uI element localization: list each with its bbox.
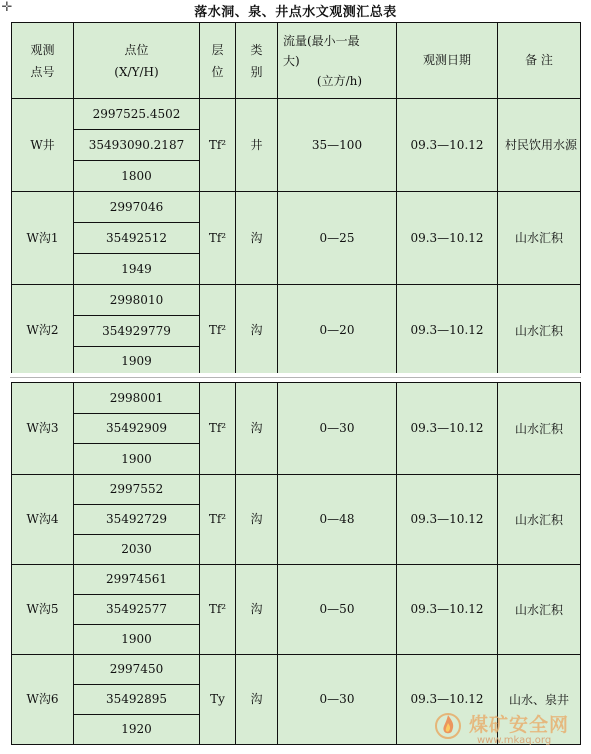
table-move-handle-icon[interactable]: ✛ [1, 0, 13, 15]
table-row [12, 475, 581, 505]
point-id: W沟4 [12, 475, 74, 565]
point-id: W井 [12, 99, 74, 192]
coord-y: 35492512 [74, 223, 200, 254]
category-cell: 沟 [236, 565, 278, 655]
point-id: W沟1 [12, 192, 74, 285]
remark-cell: 山水、泉井 [498, 655, 581, 745]
date-cell: 09.3—10.12 [397, 285, 498, 377]
table-row [12, 285, 581, 316]
category-cell: 沟 [236, 192, 278, 285]
flame-logo-icon [433, 710, 463, 740]
layer-cell: Tf² [200, 475, 236, 565]
coord-h: 1800 [74, 161, 200, 192]
category-cell: 沟 [236, 475, 278, 565]
watermark-url: www.mkaq.org [477, 735, 552, 746]
coord-x: 2997552 [74, 475, 200, 505]
date-cell: 09.3—10.12 [397, 383, 498, 475]
coord-y: 354929779 [74, 316, 200, 347]
coord-y: 35492729 [74, 505, 200, 535]
table-row [12, 655, 581, 685]
layer-cell: Tf² [200, 192, 236, 285]
layer-cell: Tf² [200, 383, 236, 475]
remark-cell: 村民饮用水源 [498, 99, 581, 192]
date-cell: 09.3—10.12 [397, 655, 498, 745]
point-id: W沟2 [12, 285, 74, 377]
header-category: 类 别 [236, 23, 278, 99]
date-cell: 09.3—10.12 [397, 565, 498, 655]
layer-cell: Tf² [200, 565, 236, 655]
header-date: 观测日期 [397, 23, 498, 99]
watermark-text: 煤矿安全网 [469, 714, 570, 736]
table-row [12, 192, 581, 223]
flow-cell: 0—50 [278, 565, 397, 655]
point-id: W沟6 [12, 655, 74, 745]
coord-x: 2997525.4502 [74, 99, 200, 130]
coord-x: 29974561 [74, 565, 200, 595]
header-row [12, 23, 581, 99]
flow-cell: 0—20 [278, 285, 397, 377]
category-cell: 沟 [236, 655, 278, 745]
table-row [12, 99, 581, 130]
flow-cell: 0—30 [278, 383, 397, 475]
coord-h: 1920 [74, 715, 200, 745]
page-break-line [10, 377, 581, 378]
category-cell: 沟 [236, 383, 278, 475]
remark-cell: 山水汇积 [498, 475, 581, 565]
header-position: 点位 (X/Y/H) [74, 23, 200, 99]
coord-y: 35492909 [74, 414, 200, 444]
table-title: 落水洞、泉、井点水文观测汇总表 [194, 5, 397, 20]
date-cell: 09.3—10.12 [397, 475, 498, 565]
coord-x: 2998001 [74, 383, 200, 414]
coord-x: 2997046 [74, 192, 200, 223]
remark-cell: 山水汇积 [498, 192, 581, 285]
table-row [12, 565, 581, 595]
coord-h: 1900 [74, 444, 200, 475]
header-layer: 层 位 [200, 23, 236, 99]
category-cell: 沟 [236, 285, 278, 377]
hydrology-table-part-2 [11, 382, 581, 745]
point-id: W沟3 [12, 383, 74, 475]
hydrology-table-part-1 [11, 22, 581, 377]
header-remark: 备 注 [498, 23, 581, 99]
coord-h: 1909 [74, 347, 200, 377]
layer-cell: Tf² [200, 99, 236, 192]
category-cell: 井 [236, 99, 278, 192]
remark-cell: 山水汇积 [498, 285, 581, 377]
remark-cell: 山水汇积 [498, 383, 581, 475]
table-row [12, 383, 581, 414]
date-cell: 09.3—10.12 [397, 192, 498, 285]
point-id: W沟5 [12, 565, 74, 655]
coord-y: 35492895 [74, 685, 200, 715]
coord-h: 2030 [74, 535, 200, 565]
site-watermark [433, 708, 583, 752]
layer-cell: Ty [200, 655, 236, 745]
coord-y: 35493090.2187 [74, 130, 200, 161]
date-cell: 09.3—10.12 [397, 99, 498, 192]
coord-x: 2997450 [74, 655, 200, 685]
coord-x: 2998010 [74, 285, 200, 316]
flow-cell: 0—30 [278, 655, 397, 745]
coord-h: 1949 [74, 254, 200, 285]
header-flow: 流量(最小一最 大) (立方/h) [278, 23, 397, 99]
header-point-no: 观测 点号 [12, 23, 74, 99]
remark-cell: 山水汇积 [498, 565, 581, 655]
layer-cell: Tf² [200, 285, 236, 377]
flow-cell: 0—25 [278, 192, 397, 285]
flow-cell: 0—48 [278, 475, 397, 565]
flow-cell: 35—100 [278, 99, 397, 192]
coord-y: 35492577 [74, 595, 200, 625]
coord-h: 1900 [74, 625, 200, 655]
